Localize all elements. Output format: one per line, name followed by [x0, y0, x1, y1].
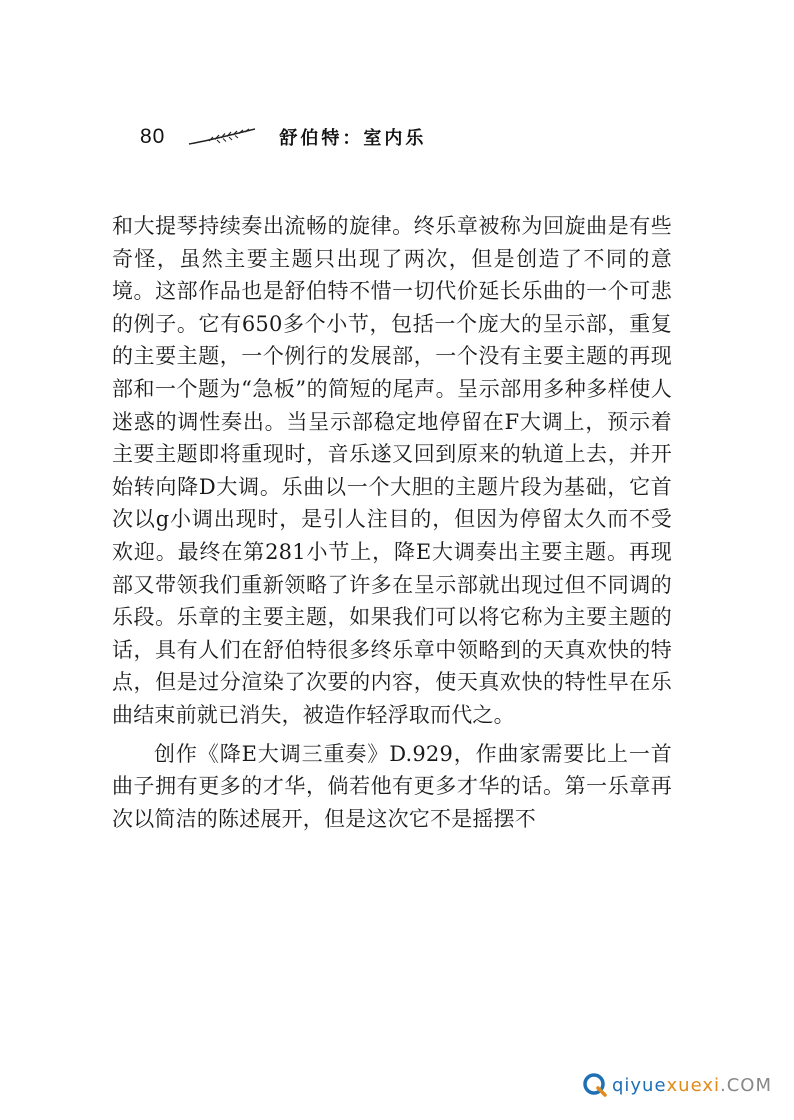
feather-pen-icon: [187, 127, 257, 147]
main-text: [112, 210, 672, 835]
page-number: 80: [140, 125, 166, 148]
paragraph: 和大提琴持续奏出流畅的旋律。终乐章被称为回旋曲是有些奇怪，虽然主要主题只出现了两次，但是创造了不同的意境。这部作品也是舒伯特不惜一切代价延长乐曲的一个可悲的例子。它有650多个小节，包括一个庞大的呈示部，重复的主要主题，一个例行的发展部，一个没有主要主题的再现部和一个题为“急板”的简短的尾声。呈示部用多种多样使人迷惑的调性奏出。当呈示部稳定地停留在F大调上，预示着主要主题即将重现时，音乐遂又回到原来的轨道上去，并开始转向降D大调。乐曲以一个大胆的主题片段为基础，它首次以g小调出现时，是引人注目的，但因为停留太久而不受欢迎。最终在第281小节上，降E大调奏出主要主题。再现部又带领我们重新领略了许多在呈示部就出现过但不同调的乐段。乐章的主要主题，如果我们可以将它称为主要主题的话，具有人们在舒伯特很多终乐章中领略到的天真欢快的特点，但是过分渲染了次要的内容，使天真欢快的特性早在乐曲结束前就已消失，被造作轻浮取而代之。: [112, 214, 672, 727]
page-header: [140, 122, 426, 152]
q-logo-icon: [582, 1072, 608, 1098]
paragraph: 创作《降E大调三重奏》D.929，作曲家需要比上一首曲子拥有更多的才华，倘若他有更多才华的话。第一乐章再次以简洁的陈述展开，但是这次它不是摇摆不: [112, 741, 672, 831]
watermark-text: qiyue: [611, 1074, 667, 1096]
running-title: 舒伯特：室内乐: [279, 128, 427, 149]
site-watermark: [582, 1072, 772, 1098]
watermark-text: xuexi: [666, 1074, 720, 1096]
watermark-text: .COM: [720, 1074, 772, 1096]
